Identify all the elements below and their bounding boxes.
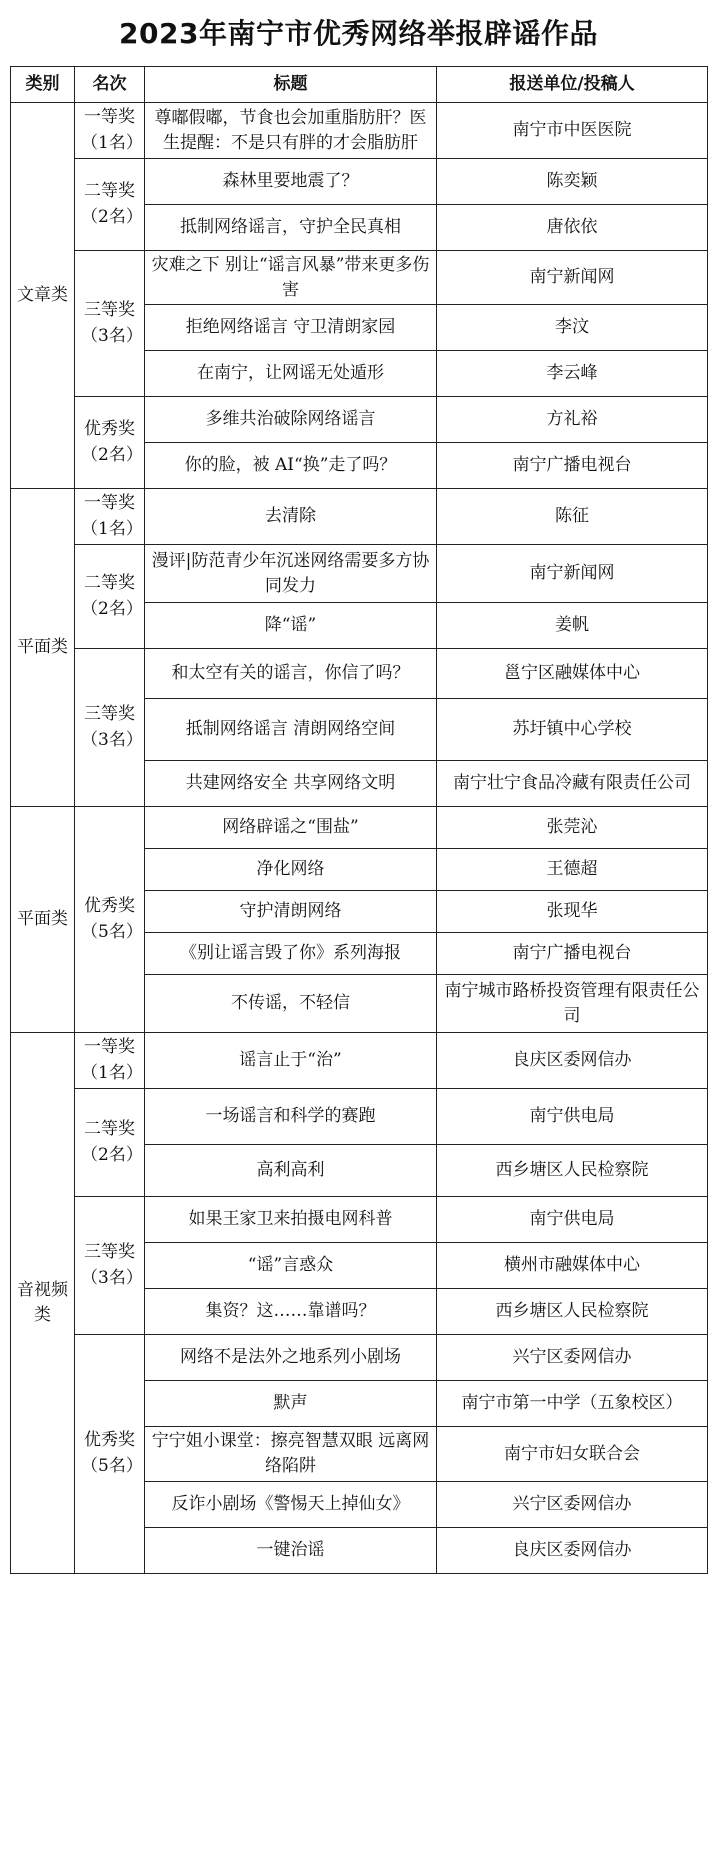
award-cell <box>75 397 145 489</box>
award-rank: 一等奖 <box>84 493 135 514</box>
submitter-cell: 李汶 <box>437 305 708 351</box>
submitter-cell: 兴宁区委网信办 <box>437 1335 708 1381</box>
table-row <box>11 397 708 443</box>
award-cell <box>75 1335 145 1573</box>
award-cell <box>75 807 145 1033</box>
submitter-cell: 南宁新闻网 <box>437 251 708 305</box>
submitter-cell: 张莞沁 <box>437 807 708 849</box>
work-title-cell: 共建网络安全 共享网络文明 <box>145 761 437 807</box>
table-body <box>11 103 708 1574</box>
work-title-cell: 一场谣言和科学的赛跑 <box>145 1089 437 1145</box>
award-rank: 二等奖 <box>84 181 135 201</box>
work-title-cell: 抵制网络谣言 清朗网络空间 <box>145 699 437 761</box>
submitter-cell: 南宁广播电视台 <box>437 443 708 489</box>
submitter-cell: 横州市融媒体中心 <box>437 1243 708 1289</box>
award-cell <box>75 251 145 397</box>
award-count: （3名） <box>81 325 143 346</box>
table-row <box>11 159 708 205</box>
submitter-cell: 南宁新闻网 <box>437 545 708 603</box>
award-rank: 一等奖 <box>84 1037 135 1058</box>
header-category: 类别 <box>11 67 75 103</box>
header-title: 标题 <box>145 67 437 103</box>
submitter-cell: 良庆区委网信办 <box>437 1033 708 1089</box>
submitter-cell: 陈奕颖 <box>437 159 708 205</box>
award-cell <box>75 1089 145 1197</box>
work-title-cell: 降“谣” <box>145 603 437 649</box>
work-title-cell: 不传谣，不轻信 <box>145 975 437 1033</box>
work-title-cell: 漫评|防范青少年沉迷网络需要多方协同发力 <box>145 545 437 603</box>
table-row <box>11 489 708 545</box>
header-rank: 名次 <box>75 67 145 103</box>
table-header-row <box>11 67 708 103</box>
submitter-cell: 邕宁区融媒体中心 <box>437 649 708 699</box>
submitter-cell: 南宁广播电视台 <box>437 933 708 975</box>
submitter-cell: 唐依依 <box>437 205 708 251</box>
submitter-cell: 南宁壮宁食品冷藏有限责任公司 <box>437 761 708 807</box>
table-row <box>11 1089 708 1145</box>
header-unit: 报送单位/投稿人 <box>437 67 708 103</box>
work-title-cell: 多维共治破除网络谣言 <box>145 397 437 443</box>
work-title-cell: 高利高利 <box>145 1145 437 1197</box>
work-title-cell: 《别让谣言毁了你》系列海报 <box>145 933 437 975</box>
award-rank: 二等奖 <box>84 1119 135 1140</box>
submitter-cell: 南宁供电局 <box>437 1089 708 1145</box>
table-row <box>11 545 708 603</box>
work-title-cell: 在南宁，让网谣无处遁形 <box>145 351 437 397</box>
table-row <box>11 1197 708 1243</box>
submitter-cell: 李云峰 <box>437 351 708 397</box>
award-count: （2名） <box>81 444 143 465</box>
award-rank: 三等奖 <box>84 300 135 321</box>
award-count: （2名） <box>81 1144 143 1165</box>
award-cell <box>75 1033 145 1089</box>
category-cell: 文章类 <box>11 103 75 489</box>
work-title-cell: 抵制网络谣言，守护全民真相 <box>145 205 437 251</box>
category-cell: 音视频类 <box>11 1033 75 1573</box>
award-cell <box>75 1197 145 1335</box>
table-row <box>11 807 708 849</box>
award-count: （2名） <box>81 598 143 619</box>
award-rank: 三等奖 <box>84 1242 135 1263</box>
submitter-cell: 良庆区委网信办 <box>437 1527 708 1573</box>
work-title-cell: 尊嘟假嘟，节食也会加重脂肪肝？医生提醒：不是只有胖的才会脂肪肝 <box>145 103 437 159</box>
submitter-cell: 西乡塘区人民检察院 <box>437 1289 708 1335</box>
award-rank: 一等奖 <box>84 107 135 127</box>
award-rank: 优秀奖 <box>84 1430 135 1451</box>
awards-table <box>10 66 708 1574</box>
award-rank: 优秀奖 <box>84 419 135 440</box>
work-title-cell: 拒绝网络谣言 守卫清朗家园 <box>145 305 437 351</box>
submitter-cell: 王德超 <box>437 849 708 891</box>
submitter-cell: 张现华 <box>437 891 708 933</box>
submitter-cell: 南宁市中医医院 <box>437 103 708 159</box>
award-count: （2名） <box>81 206 143 227</box>
work-title-cell: 和太空有关的谣言，你信了吗？ <box>145 649 437 699</box>
award-rank: 三等奖 <box>84 704 135 725</box>
award-count: （5名） <box>81 921 143 942</box>
category-cell: 平面类 <box>11 807 75 1033</box>
award-cell <box>75 489 145 545</box>
submitter-cell: 兴宁区委网信办 <box>437 1481 708 1527</box>
work-title-cell: 森林里要地震了？ <box>145 159 437 205</box>
submitter-cell: 南宁城市路桥投资管理有限责任公司 <box>437 975 708 1033</box>
submitter-cell: 西乡塘区人民检察院 <box>437 1145 708 1197</box>
work-title-cell: 反诈小剧场《警惕天上掉仙女》 <box>145 1481 437 1527</box>
award-count: （5名） <box>81 1455 143 1476</box>
work-title-cell: 宁宁姐小课堂：擦亮智慧双眼 远离网络陷阱 <box>145 1427 437 1481</box>
work-title-cell: 灾难之下 别让“谣言风暴”带来更多伤害 <box>145 251 437 305</box>
work-title-cell: 净化网络 <box>145 849 437 891</box>
submitter-cell: 姜帆 <box>437 603 708 649</box>
award-count: （1名） <box>81 132 143 153</box>
table-row <box>11 251 708 305</box>
work-title-cell: 谣言止于“治” <box>145 1033 437 1089</box>
work-title-cell: 去清除 <box>145 489 437 545</box>
category-cell: 平面类 <box>11 489 75 807</box>
work-title-cell: 网络辟谣之“围盐” <box>145 807 437 849</box>
work-title-cell: “谣”言惑众 <box>145 1243 437 1289</box>
submitter-cell: 陈征 <box>437 489 708 545</box>
work-title-cell: 网络不是法外之地系列小剧场 <box>145 1335 437 1381</box>
award-cell <box>75 649 145 807</box>
submitter-cell: 方礼裕 <box>437 397 708 443</box>
work-title-cell: 你的脸，被 AI“换”走了吗？ <box>145 443 437 489</box>
award-count: （3名） <box>81 1267 143 1288</box>
work-title-cell: 默声 <box>145 1381 437 1427</box>
work-title-cell: 守护清朗网络 <box>145 891 437 933</box>
work-title-cell: 如果王家卫来拍摄电网科普 <box>145 1197 437 1243</box>
work-title-cell: 一键治谣 <box>145 1527 437 1573</box>
table-row <box>11 1033 708 1089</box>
award-count: （1名） <box>81 518 143 539</box>
award-count: （3名） <box>81 729 143 750</box>
table-row <box>11 649 708 699</box>
award-cell <box>75 159 145 251</box>
award-rank: 优秀奖 <box>84 896 135 917</box>
award-cell <box>75 545 145 649</box>
submitter-cell: 苏圩镇中心学校 <box>437 699 708 761</box>
submitter-cell: 南宁供电局 <box>437 1197 708 1243</box>
submitter-cell: 南宁市妇女联合会 <box>437 1427 708 1481</box>
award-cell <box>75 103 145 159</box>
work-title-cell: 集资？这……靠谱吗？ <box>145 1289 437 1335</box>
award-rank: 二等奖 <box>84 573 135 594</box>
table-row <box>11 103 708 159</box>
table-row <box>11 1335 708 1381</box>
page-title: 2023年南宁市优秀网络举报辟谣作品 <box>119 17 598 50</box>
award-count: （1名） <box>81 1062 143 1083</box>
submitter-cell: 南宁市第一中学（五象校区） <box>437 1381 708 1427</box>
